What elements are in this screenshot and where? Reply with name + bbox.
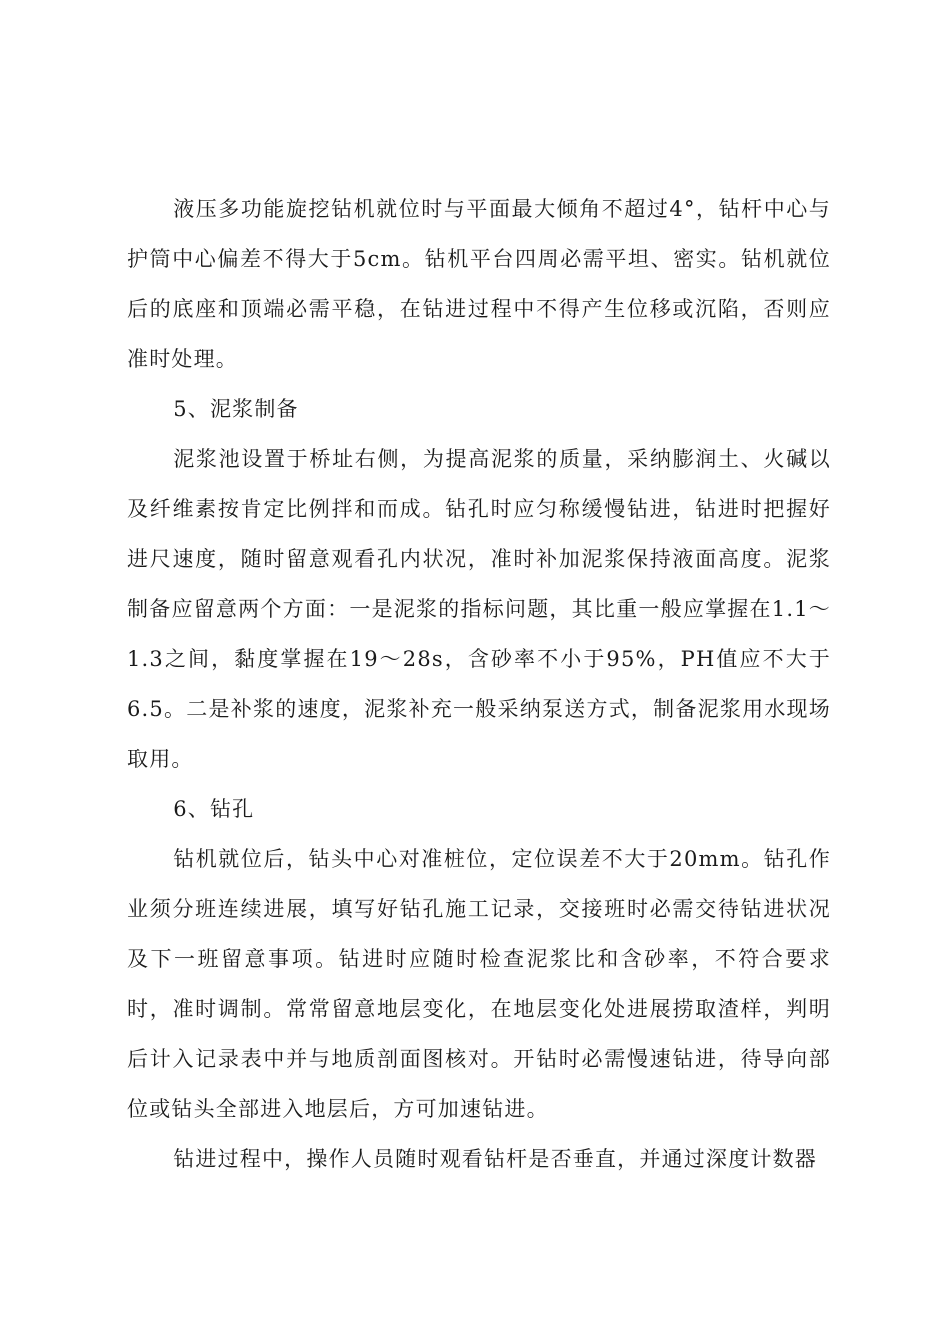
- paragraph-rig-positioning: 液压多功能旋挖钻机就位时与平面最大倾角不超过4°，钻杆中心与护筒中心偏差不得大于5cm。钻机平台四周必需平坦、密实。钻机就位后的底座和顶端必需平稳，在钻进过程中不得产生位移或沉陷，否则应准时处理。: [127, 197, 831, 371]
- document-body: [127, 184, 831, 1184]
- paragraph-mud-preparation: 泥浆池设置于桥址右侧，为提高泥浆的质量，采纳膨润土、火碱以及纤维素按肯定比例拌和而成。钻孔时应匀称缓慢钻进，钻进时把握好进尺速度，随时留意观看孔内状况，准时补加泥浆保持液面高度。泥浆制备应留意两个方面：一是泥浆的指标问题，其比重一般应掌握在1.1～1.3之间，黏度掌握在19～28s，含砂率不小于95%，PH值应不大于6.5。二是补浆的速度，泥浆补充一般采纳泵送方式，制备泥浆用水现场取用。: [127, 447, 831, 771]
- paragraph-drilling: 钻机就位后，钻头中心对准桩位，定位误差不大于20mm。钻孔作业须分班连续进展，填写好钻孔施工记录，交接班时必需交待钻进状况及下一班留意事项。钻进时应随时检查泥浆比和含砂率，不符合要求时，准时调制。常常留意地层变化，在地层变化处进展捞取渣样，判明后计入记录表中并与地质剖面图核对。开钻时必需慢速钻进，待导向部位或钻头全部进入地层后，方可加速钻进。: [127, 847, 831, 1121]
- section-heading-drilling: 6、钻孔: [173, 797, 255, 821]
- paragraph-drilling-process: 钻进过程中，操作人员随时观看钻杆是否垂直，并通过深度计数器: [173, 1147, 817, 1171]
- section-heading-mud-preparation: 5、泥浆制备: [173, 397, 299, 421]
